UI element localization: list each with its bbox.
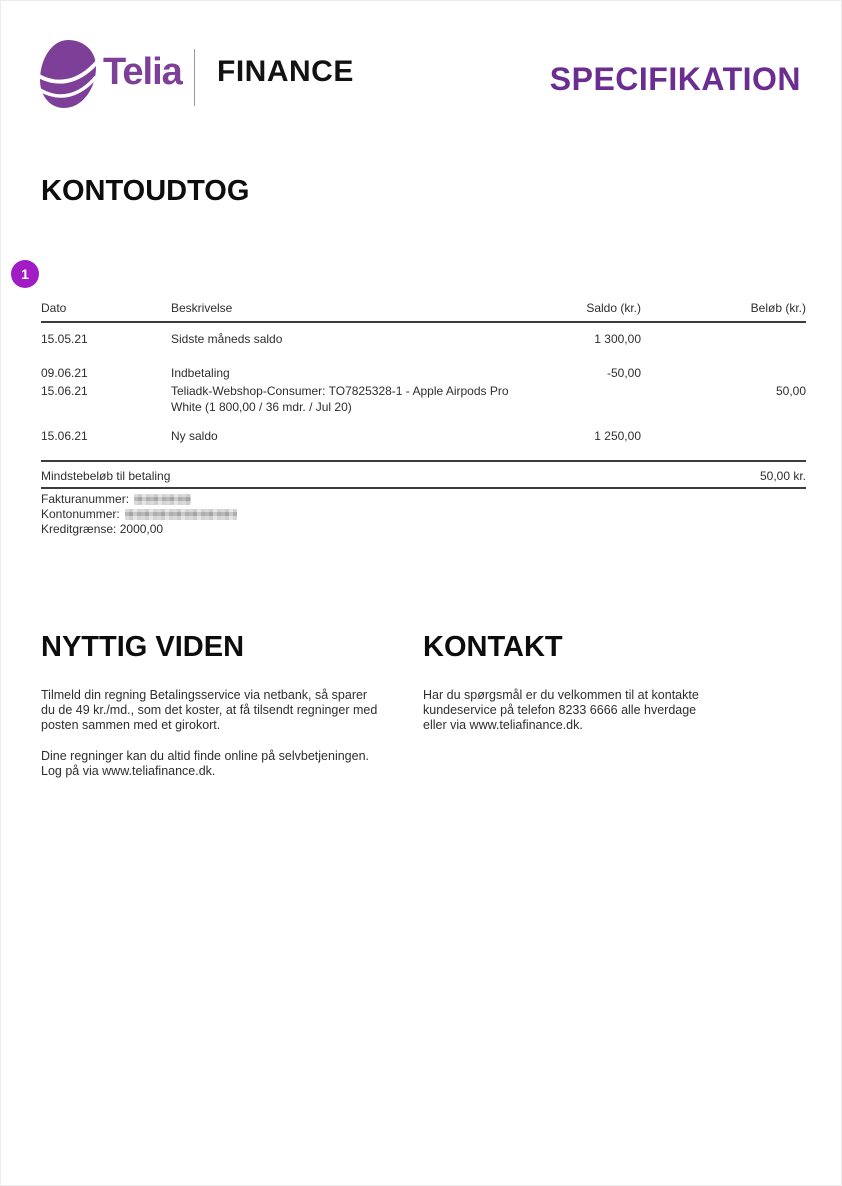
statement-table [41,297,806,489]
cell-dato: 15.06.21 [41,429,88,443]
cell-dato: 15.06.21 [41,384,88,398]
table-row [41,383,806,415]
cell-dato: 09.06.21 [41,366,88,380]
kontonummer-label: Kontonummer: [41,507,120,521]
kreditgraense-label: Kreditgrænse: [41,522,117,536]
kontakt-paragraph: Har du spørgsmål er du velkommen til at kontakte kundeservice på telefon 8233 6666 alle hverdage eller via www.teliafinance.dk. [423,688,699,733]
telia-logo-icon [39,39,97,109]
minimum-payment-row [41,460,806,489]
nyttig-viden-paragraph-2: Dine regninger kan du altid finde online på selvbetjeningen. Log på via www.teliafinance.dk. [41,748,370,778]
cell-beskrivelse: Teliadk-Webshop-Consumer: TO7825328-1 - Apple Airpods Pro [171,384,509,398]
column-header-dato: Dato [41,301,67,315]
fakturanummer-redacted-value [134,494,191,505]
cell-beskrivelse: Ny saldo [171,429,218,443]
table-row [41,365,806,381]
table-row [41,428,806,444]
cell-beskrivelse: Indbetaling [171,366,230,380]
document-type-heading: SPECIFIKATION [549,61,801,97]
brand-wordmark: Telia [103,51,182,93]
minimum-payment-label: Mindstebeløb til betaling [41,469,171,483]
table-header-row [41,297,806,323]
cell-belob: 50,00 [775,384,806,398]
kontonummer-redacted-value [125,509,237,520]
cell-dato: 15.05.21 [41,332,88,346]
cell-beskrivelse-line2: White (1 800,00 / 36 mdr. / Jul 20) [171,400,352,414]
table-row [41,331,806,347]
column-header-saldo: Saldo (kr.) [586,301,641,315]
minimum-payment-value: 50,00 kr. [759,469,806,483]
column-header-belob: Beløb (kr.) [750,301,806,315]
nyttig-viden-title: NYTTIG VIDEN [41,631,245,663]
page-title: KONTOUDTOG [41,175,250,207]
cell-saldo: -50,00 [606,366,641,380]
kontakt-title: KONTAKT [423,631,563,663]
section-nyttig-viden [41,631,401,779]
cell-saldo: 1 250,00 [594,429,641,443]
nyttig-viden-paragraph-1: Tilmeld din regning Betalingsservice via netbank, så sparer du de 49 kr./md., som det koster, at få tilsendt regninger med posten sammen med et girokort. [41,688,378,733]
annotation-badge-1[interactable]: 1 [11,260,39,288]
brand-divider [194,49,195,106]
account-info [41,492,237,537]
kreditgraense-value: 2000,00 [119,522,164,536]
cell-beskrivelse: Sidste måneds saldo [171,332,283,346]
fakturanummer-label: Fakturanummer: [41,492,130,506]
section-kontakt [423,631,753,734]
brand-suffix: FINANCE [217,55,354,88]
cell-saldo: 1 300,00 [594,332,641,346]
column-header-beskrivelse: Beskrivelse [171,301,233,315]
